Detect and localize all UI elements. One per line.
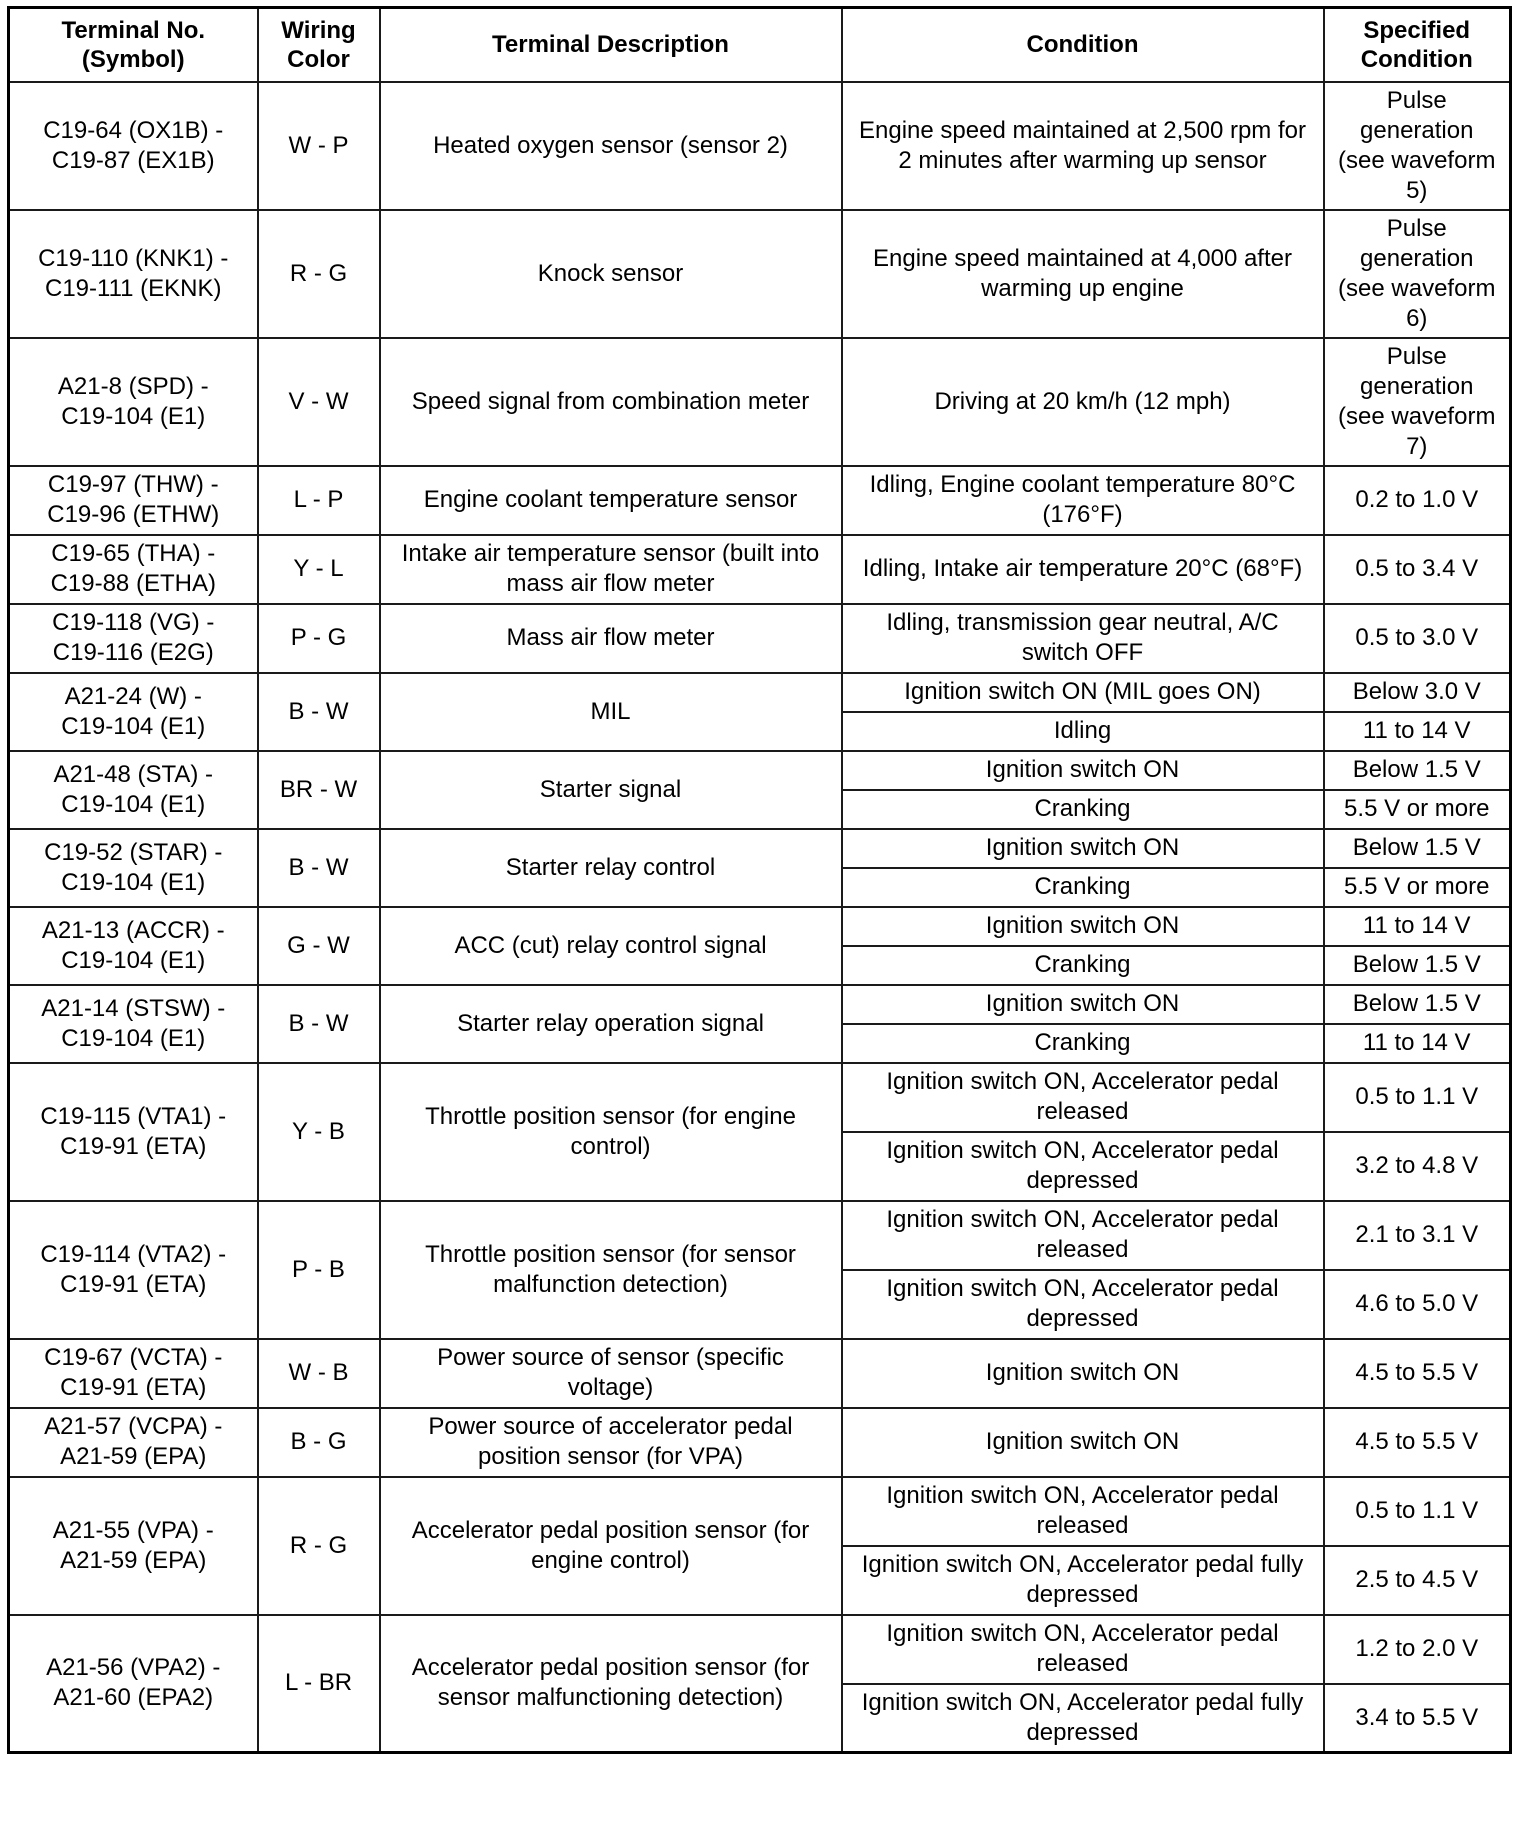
description-cell: Engine coolant temperature sensor [380, 466, 842, 535]
terminal-cell: A21-48 (STA) - C19-104 (E1) [9, 751, 258, 829]
condition-cell: Engine speed maintained at 4,000 after warming up engine [842, 210, 1324, 338]
specified-cell: Pulse generation (see waveform 7) [1324, 338, 1511, 466]
specified-cell: 0.5 to 1.1 V [1324, 1063, 1511, 1132]
description-cell: Throttle position sensor (for engine control) [380, 1063, 842, 1201]
wiring-color-cell: W - B [258, 1339, 380, 1408]
condition-cell: Cranking [842, 790, 1324, 829]
wiring-color-cell: Y - L [258, 535, 380, 604]
specified-cell: 4.5 to 5.5 V [1324, 1339, 1511, 1408]
description-cell: Starter signal [380, 751, 842, 829]
description-cell: Intake air temperature sensor (built into mass air flow meter [380, 535, 842, 604]
specified-cell: 5.5 V or more [1324, 790, 1511, 829]
wiring-color-cell: B - W [258, 673, 380, 751]
specified-cell: 3.2 to 4.8 V [1324, 1132, 1511, 1201]
specified-cell: Below 1.5 V [1324, 946, 1511, 985]
description-cell: Accelerator pedal position sensor (for sensor malfunctioning detection) [380, 1615, 842, 1753]
table-row [9, 751, 1511, 790]
condition-cell: Ignition switch ON [842, 1339, 1324, 1408]
description-cell: MIL [380, 673, 842, 751]
wiring-color-cell: P - B [258, 1201, 380, 1339]
terminal-table-container [7, 6, 1512, 1754]
specified-cell: 11 to 14 V [1324, 907, 1511, 946]
header-terminal-description: Terminal Description [380, 8, 842, 82]
specified-cell: 11 to 14 V [1324, 712, 1511, 751]
condition-cell: Ignition switch ON, Accelerator pedal released [842, 1477, 1324, 1546]
description-cell: ACC (cut) relay control signal [380, 907, 842, 985]
wiring-color-cell: L - P [258, 466, 380, 535]
wiring-color-cell: L - BR [258, 1615, 380, 1753]
terminal-cell: C19-65 (THA) - C19-88 (ETHA) [9, 535, 258, 604]
wiring-color-cell: W - P [258, 82, 380, 210]
terminal-cell: C19-97 (THW) - C19-96 (ETHW) [9, 466, 258, 535]
terminal-cell: A21-14 (STSW) - C19-104 (E1) [9, 985, 258, 1063]
condition-cell: Ignition switch ON [842, 829, 1324, 868]
table-row [9, 985, 1511, 1024]
specified-cell: 11 to 14 V [1324, 1024, 1511, 1063]
condition-cell: Idling, Engine coolant temperature 80°C (176°F) [842, 466, 1324, 535]
wiring-color-cell: B - W [258, 985, 380, 1063]
description-cell: Speed signal from combination meter [380, 338, 842, 466]
condition-cell: Ignition switch ON, Accelerator pedal released [842, 1201, 1324, 1270]
condition-cell: Idling, transmission gear neutral, A/C switch OFF [842, 604, 1324, 673]
table-row [9, 466, 1511, 535]
terminal-cell: C19-118 (VG) - C19-116 (E2G) [9, 604, 258, 673]
specified-cell: Below 1.5 V [1324, 829, 1511, 868]
description-cell: Starter relay operation signal [380, 985, 842, 1063]
condition-cell: Driving at 20 km/h (12 mph) [842, 338, 1324, 466]
terminal-cell: A21-13 (ACCR) - C19-104 (E1) [9, 907, 258, 985]
description-cell: Knock sensor [380, 210, 842, 338]
specified-cell: 0.5 to 3.4 V [1324, 535, 1511, 604]
terminal-cell: A21-56 (VPA2) - A21-60 (EPA2) [9, 1615, 258, 1753]
table-row [9, 1063, 1511, 1132]
table-row [9, 82, 1511, 210]
specified-cell: 0.5 to 3.0 V [1324, 604, 1511, 673]
wiring-color-cell: R - G [258, 210, 380, 338]
condition-cell: Ignition switch ON, Accelerator pedal fully depressed [842, 1684, 1324, 1753]
terminal-cell: C19-114 (VTA2) - C19-91 (ETA) [9, 1201, 258, 1339]
description-cell: Heated oxygen sensor (sensor 2) [380, 82, 842, 210]
table-row [9, 829, 1511, 868]
condition-cell: Ignition switch ON (MIL goes ON) [842, 673, 1324, 712]
condition-cell: Ignition switch ON, Accelerator pedal fully depressed [842, 1546, 1324, 1615]
header-condition: Condition [842, 8, 1324, 82]
description-cell: Accelerator pedal position sensor (for engine control) [380, 1477, 842, 1615]
header-terminal: Terminal No. (Symbol) [9, 8, 258, 82]
condition-cell: Ignition switch ON [842, 985, 1324, 1024]
table-row [9, 210, 1511, 338]
specified-cell: Pulse generation (see waveform 5) [1324, 82, 1511, 210]
terminal-cell: C19-67 (VCTA) - C19-91 (ETA) [9, 1339, 258, 1408]
description-cell: Power source of accelerator pedal position sensor (for VPA) [380, 1408, 842, 1477]
wiring-color-cell: B - G [258, 1408, 380, 1477]
table-row [9, 1201, 1511, 1270]
table-row [9, 604, 1511, 673]
condition-cell: Ignition switch ON, Accelerator pedal released [842, 1063, 1324, 1132]
table-row [9, 1408, 1511, 1477]
specified-cell: Below 1.5 V [1324, 985, 1511, 1024]
condition-cell: Cranking [842, 868, 1324, 907]
specified-cell: 2.1 to 3.1 V [1324, 1201, 1511, 1270]
condition-cell: Cranking [842, 946, 1324, 985]
description-cell: Mass air flow meter [380, 604, 842, 673]
specified-cell: 2.5 to 4.5 V [1324, 1546, 1511, 1615]
table-row [9, 1615, 1511, 1684]
condition-cell: Ignition switch ON, Accelerator pedal released [842, 1615, 1324, 1684]
wiring-color-cell: Y - B [258, 1063, 380, 1201]
wiring-color-cell: R - G [258, 1477, 380, 1615]
specified-cell: 5.5 V or more [1324, 868, 1511, 907]
condition-cell: Idling, Intake air temperature 20°C (68°F) [842, 535, 1324, 604]
specified-cell: 0.2 to 1.0 V [1324, 466, 1511, 535]
specified-cell: Below 3.0 V [1324, 673, 1511, 712]
table-row [9, 673, 1511, 712]
condition-cell: Ignition switch ON [842, 751, 1324, 790]
specified-cell: Below 1.5 V [1324, 751, 1511, 790]
specified-cell: 3.4 to 5.5 V [1324, 1684, 1511, 1753]
wiring-color-cell: BR - W [258, 751, 380, 829]
specified-cell: Pulse generation (see waveform 6) [1324, 210, 1511, 338]
description-cell: Starter relay control [380, 829, 842, 907]
terminal-cell: C19-52 (STAR) - C19-104 (E1) [9, 829, 258, 907]
specified-cell: 4.5 to 5.5 V [1324, 1408, 1511, 1477]
condition-cell: Idling [842, 712, 1324, 751]
specified-cell: 1.2 to 2.0 V [1324, 1615, 1511, 1684]
specified-cell: 4.6 to 5.0 V [1324, 1270, 1511, 1339]
condition-cell: Ignition switch ON [842, 1408, 1324, 1477]
header-wiring-color: Wiring Color [258, 8, 380, 82]
table-row [9, 1339, 1511, 1408]
table-row [9, 1477, 1511, 1546]
wiring-color-cell: P - G [258, 604, 380, 673]
description-cell: Throttle position sensor (for sensor malfunction detection) [380, 1201, 842, 1339]
condition-cell: Ignition switch ON, Accelerator pedal depressed [842, 1132, 1324, 1201]
terminal-cell: A21-8 (SPD) - C19-104 (E1) [9, 338, 258, 466]
wiring-color-cell: V - W [258, 338, 380, 466]
terminal-cell: A21-24 (W) - C19-104 (E1) [9, 673, 258, 751]
table-header-row [9, 8, 1511, 82]
terminal-cell: A21-57 (VCPA) - A21-59 (EPA) [9, 1408, 258, 1477]
condition-cell: Cranking [842, 1024, 1324, 1063]
description-cell: Power source of sensor (specific voltage) [380, 1339, 842, 1408]
condition-cell: Engine speed maintained at 2,500 rpm for 2 minutes after warming up sensor [842, 82, 1324, 210]
table-row [9, 535, 1511, 604]
table-row [9, 338, 1511, 466]
terminal-cell: C19-64 (OX1B) - C19-87 (EX1B) [9, 82, 258, 210]
specified-cell: 0.5 to 1.1 V [1324, 1477, 1511, 1546]
terminal-cell: A21-55 (VPA) - A21-59 (EPA) [9, 1477, 258, 1615]
terminal-cell: C19-115 (VTA1) - C19-91 (ETA) [9, 1063, 258, 1201]
table-row [9, 907, 1511, 946]
wiring-color-cell: B - W [258, 829, 380, 907]
condition-cell: Ignition switch ON, Accelerator pedal depressed [842, 1270, 1324, 1339]
terminal-cell: C19-110 (KNK1) - C19-111 (EKNK) [9, 210, 258, 338]
terminal-specification-table [7, 6, 1512, 1754]
header-specified-condition: Specified Condition [1324, 8, 1511, 82]
condition-cell: Ignition switch ON [842, 907, 1324, 946]
wiring-color-cell: G - W [258, 907, 380, 985]
